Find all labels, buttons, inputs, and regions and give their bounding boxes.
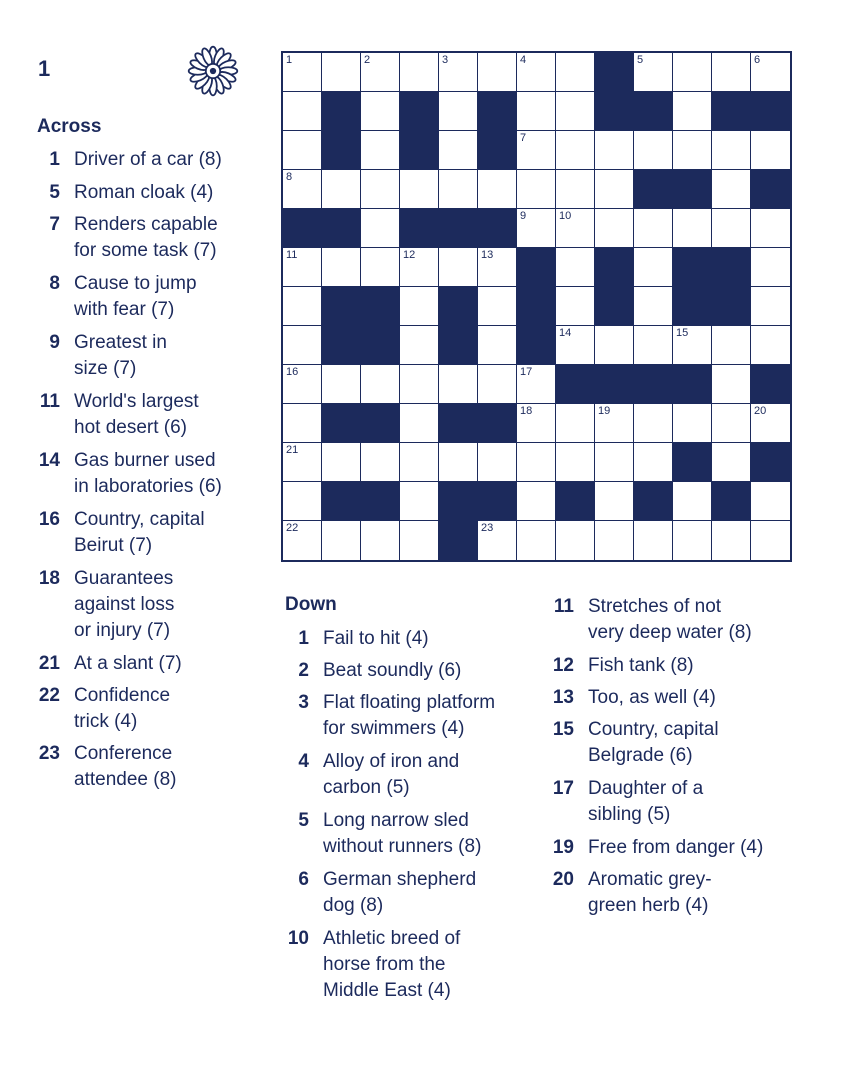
across-clue-8 [36, 271, 197, 323]
grid-cell[interactable] [712, 365, 751, 404]
grid-cell[interactable] [322, 53, 361, 92]
grid-cell[interactable] [673, 404, 712, 443]
cell-number: 11 [286, 249, 298, 261]
grid-block [751, 170, 790, 209]
clue-text: Greatest in size (7) [74, 332, 167, 379]
clue-number: 8 [49, 273, 60, 294]
down-clue-17 [550, 776, 703, 828]
grid-block [634, 170, 673, 209]
clue-text: Driver of a car (8) [74, 149, 222, 170]
grid-cell[interactable] [283, 326, 322, 365]
clue-text: Aromatic grey- green herb (4) [588, 869, 712, 916]
clue-text: Country, capital Beirut (7) [74, 509, 205, 556]
grid-cell[interactable] [400, 404, 439, 443]
grid-block [322, 209, 361, 248]
grid-cell[interactable] [517, 53, 556, 92]
clue-number: 22 [38, 685, 60, 706]
grid-block [517, 287, 556, 326]
grid-cell[interactable] [400, 443, 439, 482]
grid-cell[interactable] [478, 170, 517, 209]
clue-text: German shepherd dog (8) [323, 869, 477, 916]
down-clue-3 [285, 690, 495, 742]
clue-number: 9 [49, 332, 60, 353]
grid-block [634, 365, 673, 404]
clue-number: 14 [38, 450, 60, 471]
grid-cell[interactable] [556, 326, 595, 365]
grid-cell[interactable] [322, 170, 361, 209]
clue-text: Free from danger (4) [588, 837, 764, 858]
grid-block [595, 248, 634, 287]
clue-text: Confidence trick (4) [74, 685, 171, 732]
cell-number: 12 [403, 249, 416, 261]
grid-cell[interactable] [478, 53, 517, 92]
clue-text: Flat floating platform for swimmers (4) [323, 692, 496, 739]
grid-block [478, 482, 517, 521]
grid-cell[interactable] [439, 248, 478, 287]
grid-cell[interactable] [517, 131, 556, 170]
grid-block [439, 521, 478, 560]
grid-cell[interactable] [361, 209, 400, 248]
grid-cell[interactable] [556, 287, 595, 326]
grid-block [712, 92, 751, 131]
grid-block [361, 287, 400, 326]
grid-block [673, 443, 712, 482]
grid-block [439, 287, 478, 326]
across-clue-23 [36, 741, 176, 793]
cell-number: 21 [286, 444, 299, 456]
grid-block [283, 209, 322, 248]
clue-text: Guarantees against loss or injury (7) [74, 568, 175, 641]
grid-cell[interactable] [283, 53, 322, 92]
grid-cell[interactable] [595, 521, 634, 560]
grid-cell[interactable] [283, 170, 322, 209]
clue-number: 1 [298, 628, 309, 649]
grid-cell[interactable] [322, 443, 361, 482]
grid-cell[interactable] [400, 482, 439, 521]
grid-cell[interactable] [478, 365, 517, 404]
down-clue-2 [285, 658, 461, 684]
grid-cell[interactable] [478, 443, 517, 482]
clue-number: 6 [298, 869, 309, 890]
grid-cell[interactable] [400, 365, 439, 404]
grid-cell[interactable] [751, 287, 790, 326]
grid-cell[interactable] [283, 248, 322, 287]
across-clue-9 [36, 330, 167, 382]
grid-block [478, 131, 517, 170]
grid-cell[interactable] [751, 209, 790, 248]
grid-cell[interactable] [283, 404, 322, 443]
grid-cell[interactable] [439, 131, 478, 170]
clue-text: Gas burner used in laboratories (6) [74, 450, 222, 497]
grid-cell[interactable] [556, 170, 595, 209]
clue-number: 11 [39, 391, 60, 412]
grid-cell[interactable] [556, 53, 595, 92]
grid-cell[interactable] [712, 131, 751, 170]
grid-block [673, 365, 712, 404]
cell-number: 17 [520, 366, 533, 378]
grid-cell[interactable] [322, 521, 361, 560]
grid-cell[interactable] [634, 131, 673, 170]
grid-cell[interactable] [361, 170, 400, 209]
grid-cell[interactable] [517, 170, 556, 209]
grid-block [322, 482, 361, 521]
grid-block [322, 326, 361, 365]
grid-cell[interactable] [634, 248, 673, 287]
grid-cell[interactable] [556, 443, 595, 482]
grid-cell[interactable] [517, 443, 556, 482]
grid-cell[interactable] [595, 482, 634, 521]
down-clue-4 [285, 749, 459, 801]
grid-cell[interactable] [361, 443, 400, 482]
grid-block [478, 404, 517, 443]
down-clue-15 [550, 717, 719, 769]
across-clue-18 [36, 566, 174, 644]
clue-text: Stretches of not very deep water (8) [588, 596, 752, 643]
grid-cell[interactable] [517, 404, 556, 443]
grid-cell[interactable] [556, 404, 595, 443]
cell-number: 8 [286, 171, 293, 183]
grid-cell[interactable] [712, 53, 751, 92]
grid-block [673, 287, 712, 326]
grid-block [517, 326, 556, 365]
clue-text: At a slant (7) [74, 653, 182, 674]
grid-cell[interactable] [517, 209, 556, 248]
grid-block [322, 92, 361, 131]
grid-cell[interactable] [400, 53, 439, 92]
down-clue-5 [285, 808, 481, 860]
clue-number: 3 [298, 692, 309, 713]
down-clue-20 [550, 867, 712, 919]
cell-number: 1 [286, 54, 293, 66]
clue-number: 20 [552, 869, 574, 890]
grid-cell[interactable] [478, 248, 517, 287]
clue-text: Athletic breed of horse from the Middle East (4) [323, 928, 461, 1001]
grid-cell[interactable] [283, 365, 322, 404]
grid-block [556, 365, 595, 404]
grid-cell[interactable] [439, 365, 478, 404]
grid-block [439, 482, 478, 521]
grid-block [634, 482, 673, 521]
grid-block [361, 404, 400, 443]
cell-number: 7 [520, 132, 527, 144]
flower-icon [186, 44, 240, 98]
grid-cell[interactable] [556, 521, 595, 560]
grid-block [673, 170, 712, 209]
grid-cell[interactable] [361, 521, 400, 560]
grid-block [361, 482, 400, 521]
across-clue-1 [36, 147, 222, 173]
grid-cell[interactable] [673, 131, 712, 170]
grid-cell[interactable] [673, 521, 712, 560]
across-heading: Across [37, 116, 102, 137]
grid-cell[interactable] [751, 326, 790, 365]
down-clue-11 [550, 594, 752, 646]
grid-cell[interactable] [595, 209, 634, 248]
clue-number: 12 [552, 655, 574, 676]
clue-number: 16 [38, 509, 60, 530]
clue-text: Conference attendee (8) [74, 743, 177, 790]
grid-block [595, 53, 634, 92]
grid-cell[interactable] [322, 248, 361, 287]
grid-cell[interactable] [439, 92, 478, 131]
clue-text: Roman cloak (4) [74, 182, 214, 203]
clue-number: 10 [287, 928, 309, 949]
grid-cell[interactable] [634, 443, 673, 482]
grid-cell[interactable] [361, 365, 400, 404]
cell-number: 18 [520, 405, 533, 417]
grid-block [478, 92, 517, 131]
clue-text: Daughter of a sibling (5) [588, 778, 704, 825]
grid-block [556, 482, 595, 521]
grid-block [673, 248, 712, 287]
grid-block [517, 248, 556, 287]
crossword-grid [281, 51, 792, 562]
grid-cell[interactable] [751, 248, 790, 287]
clue-text: Too, as well (4) [588, 687, 716, 708]
clue-number: 5 [49, 182, 60, 203]
cell-number: 16 [286, 366, 299, 378]
clue-text: Long narrow sled without runners (8) [323, 810, 482, 857]
grid-cell[interactable] [712, 443, 751, 482]
grid-block [361, 326, 400, 365]
grid-cell[interactable] [400, 521, 439, 560]
grid-cell[interactable] [712, 170, 751, 209]
clue-text: Alloy of iron and carbon (5) [323, 751, 460, 798]
grid-cell[interactable] [673, 92, 712, 131]
grid-block [322, 287, 361, 326]
grid-cell[interactable] [361, 248, 400, 287]
grid-block [400, 209, 439, 248]
grid-cell[interactable] [400, 287, 439, 326]
grid-cell[interactable] [283, 92, 322, 131]
clue-number: 23 [38, 743, 60, 764]
cell-number: 10 [559, 210, 572, 222]
down-heading: Down [285, 594, 337, 615]
across-clue-5 [36, 180, 213, 206]
grid-cell[interactable] [634, 209, 673, 248]
grid-cell[interactable] [751, 482, 790, 521]
grid-cell[interactable] [751, 404, 790, 443]
grid-cell[interactable] [751, 53, 790, 92]
clue-number: 13 [552, 687, 574, 708]
clue-text: Fish tank (8) [588, 655, 694, 676]
grid-cell[interactable] [556, 248, 595, 287]
grid-cell[interactable] [439, 170, 478, 209]
across-clue-16 [36, 507, 205, 559]
grid-cell[interactable] [595, 443, 634, 482]
grid-cell[interactable] [478, 326, 517, 365]
grid-cell[interactable] [283, 443, 322, 482]
clue-text: Fail to hit (4) [323, 628, 429, 649]
grid-cell[interactable] [595, 326, 634, 365]
grid-cell[interactable] [517, 482, 556, 521]
clue-number: 2 [298, 660, 309, 681]
grid-cell[interactable] [751, 521, 790, 560]
grid-cell[interactable] [634, 53, 673, 92]
grid-cell[interactable] [283, 131, 322, 170]
cell-number: 22 [286, 522, 299, 534]
clue-number: 7 [49, 214, 60, 235]
clue-text: Country, capital Belgrade (6) [588, 719, 719, 766]
across-clue-22 [36, 683, 170, 735]
grid-block [595, 92, 634, 131]
grid-block [478, 209, 517, 248]
grid-cell[interactable] [361, 53, 400, 92]
grid-cell[interactable] [283, 521, 322, 560]
clue-number: 4 [298, 751, 309, 772]
grid-cell[interactable] [634, 404, 673, 443]
grid-cell[interactable] [556, 131, 595, 170]
down-clue-6 [285, 867, 476, 919]
grid-block [595, 287, 634, 326]
grid-cell[interactable] [595, 170, 634, 209]
grid-cell[interactable] [439, 53, 478, 92]
grid-cell[interactable] [361, 131, 400, 170]
grid-cell[interactable] [634, 287, 673, 326]
clue-number: 11 [553, 596, 574, 617]
grid-cell[interactable] [712, 521, 751, 560]
grid-cell[interactable] [439, 443, 478, 482]
grid-cell[interactable] [322, 365, 361, 404]
grid-block [712, 248, 751, 287]
down-clue-13 [550, 685, 716, 711]
grid-cell[interactable] [751, 131, 790, 170]
cell-number: 5 [637, 54, 644, 66]
clue-number: 21 [38, 653, 60, 674]
clue-text: Renders capable for some task (7) [74, 214, 218, 261]
grid-block [439, 404, 478, 443]
grid-cell[interactable] [400, 326, 439, 365]
grid-cell[interactable] [400, 170, 439, 209]
clue-text: Cause to jump with fear (7) [74, 273, 197, 320]
grid-block [595, 365, 634, 404]
grid-block [439, 209, 478, 248]
grid-block [322, 404, 361, 443]
grid-cell[interactable] [517, 365, 556, 404]
grid-cell[interactable] [478, 287, 517, 326]
cell-number: 23 [481, 522, 494, 534]
grid-block [322, 131, 361, 170]
grid-cell[interactable] [478, 521, 517, 560]
grid-cell[interactable] [283, 287, 322, 326]
grid-block [400, 131, 439, 170]
puzzle-number: 1 [38, 56, 51, 81]
grid-block [712, 287, 751, 326]
grid-cell[interactable] [634, 326, 673, 365]
grid-cell[interactable] [673, 326, 712, 365]
down-clue-10 [285, 926, 460, 1004]
grid-cell[interactable] [634, 521, 673, 560]
clue-text: World's largest hot desert (6) [74, 391, 199, 438]
grid-cell[interactable] [673, 53, 712, 92]
across-clue-11 [36, 389, 199, 441]
clue-number: 18 [38, 568, 60, 589]
grid-cell[interactable] [283, 482, 322, 521]
cell-number: 19 [598, 405, 611, 417]
grid-cell[interactable] [361, 92, 400, 131]
grid-block [439, 326, 478, 365]
cell-number: 3 [442, 54, 449, 66]
cell-number: 4 [520, 54, 527, 66]
grid-block [751, 365, 790, 404]
cell-number: 15 [676, 327, 689, 339]
clue-number: 1 [49, 149, 60, 170]
cell-number: 14 [559, 327, 572, 339]
cell-number: 20 [754, 405, 767, 417]
grid-cell[interactable] [517, 92, 556, 131]
down-clue-12 [550, 653, 694, 679]
grid-cell[interactable] [673, 209, 712, 248]
grid-cell[interactable] [556, 92, 595, 131]
grid-block [634, 92, 673, 131]
down-clue-1 [285, 626, 429, 652]
grid-block [400, 92, 439, 131]
grid-cell[interactable] [556, 209, 595, 248]
grid-block [712, 482, 751, 521]
clue-text: Beat soundly (6) [323, 660, 462, 681]
clue-number: 19 [552, 837, 574, 858]
grid-cell[interactable] [595, 131, 634, 170]
clue-number: 5 [298, 810, 309, 831]
across-clue-21 [36, 651, 182, 677]
grid-block [751, 443, 790, 482]
grid-cell[interactable] [400, 248, 439, 287]
across-clue-14 [36, 448, 222, 500]
cell-number: 6 [754, 54, 761, 66]
cell-number: 9 [520, 210, 527, 222]
grid-cell[interactable] [712, 326, 751, 365]
clue-number: 15 [552, 719, 574, 740]
grid-cell[interactable] [673, 482, 712, 521]
grid-cell[interactable] [712, 209, 751, 248]
across-clue-7 [36, 212, 218, 264]
clue-number: 17 [552, 778, 574, 799]
cell-number: 13 [481, 249, 494, 261]
cell-number: 2 [364, 54, 371, 66]
down-clue-19 [550, 835, 763, 861]
grid-block [751, 92, 790, 131]
grid-cell[interactable] [712, 404, 751, 443]
grid-cell[interactable] [517, 521, 556, 560]
grid-cell[interactable] [595, 404, 634, 443]
